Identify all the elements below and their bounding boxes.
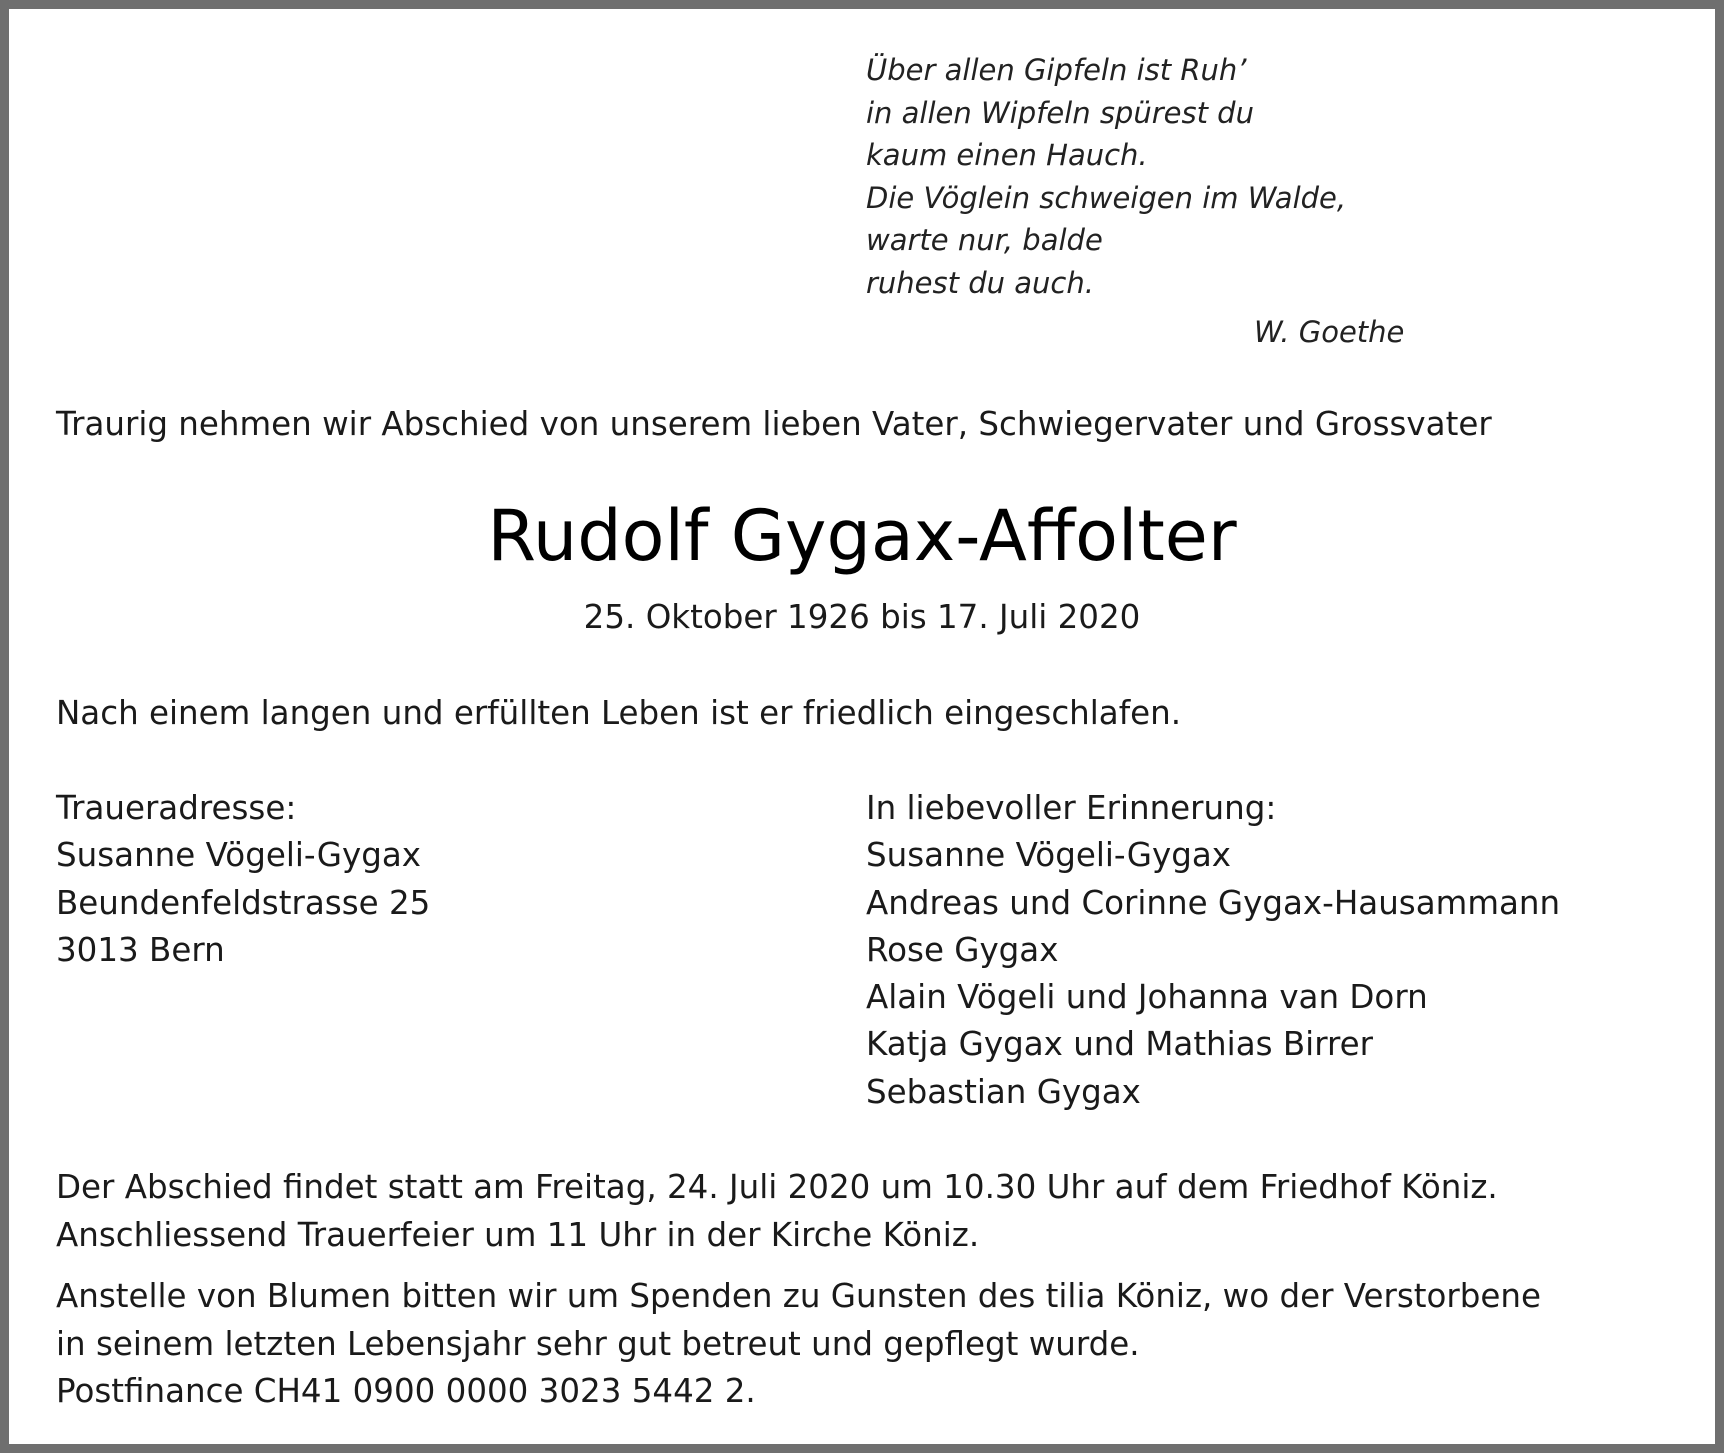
poem [866,49,1346,304]
poem-author: W. Goethe [1254,315,1405,349]
mourner-name: Alain Vögeli und Johanna van Dorn [866,978,1428,1017]
donation-line: Anstelle von Blumen bitten wir um Spenden zu Gunsten des tilia Köniz, wo der Verstorbene [56,1277,1541,1315]
deceased-name: Rudolf Gygax-Affolter [487,495,1237,577]
life-dates: 25. Oktober 1926 bis 17. Juli 2020 [583,598,1141,636]
poem-line: warte nur, balde [866,223,1103,257]
mourner-name: Katja Gygax und Mathias Birrer [866,1025,1373,1064]
mourner-name: Sebastian Gygax [866,1072,1141,1111]
address-line: 3013 Bern [56,930,225,969]
obituary-page [9,9,1715,1444]
donation-line: in seinem letzten Lebensjahr sehr gut betreut und gepflegt wurde. [56,1324,1140,1363]
donation-account: Postfinance CH41 0900 0000 3023 5442 2. [56,1372,756,1410]
ceremony-line: Der Abschied findet statt am Freitag, 24. Juli 2020 um 10.30 Uhr auf dem Friedhof Köniz. [56,1168,1498,1206]
address-line: Susanne Vögeli-Gygax [56,836,421,875]
closing-sentence: Nach einem langen und erfüllten Leben ist er friedlich eingeschlafen. [56,694,1182,732]
poem-line: ruhest du auch. [866,265,1094,300]
ceremony-line: Anschliessend Trauerfeier um 11 Uhr in der Kirche Köniz. [56,1215,980,1254]
mourner-name: Susanne Vögeli-Gygax [866,836,1231,875]
address-heading: Traueradresse: [56,789,297,827]
poem-line: in allen Wipfeln spürest du [866,95,1254,130]
mourner-name: Rose Gygax [866,930,1059,969]
mourners-heading: In liebevoller Erinnerung: [866,789,1277,827]
poem-line: Über allen Gipfeln ist Ruh’ [866,53,1247,87]
address-line: Beundenfeldstrasse 25 [56,883,431,922]
donation-info [56,1273,1541,1416]
intro-text: Traurig nehmen wir Abschied von unserem lieben Vater, Schwiegervater und Grossvater [56,405,1492,443]
mourner-name: Andreas und Corinne Gygax-Hausammann [866,883,1561,922]
ceremony-info [56,1164,1498,1259]
poem-line: kaum einen Hauch. [866,138,1148,172]
poem-line: Die Vöglein schweigen im Walde, [866,180,1347,215]
mourners-list [866,785,1560,1116]
mourning-address [56,785,430,974]
